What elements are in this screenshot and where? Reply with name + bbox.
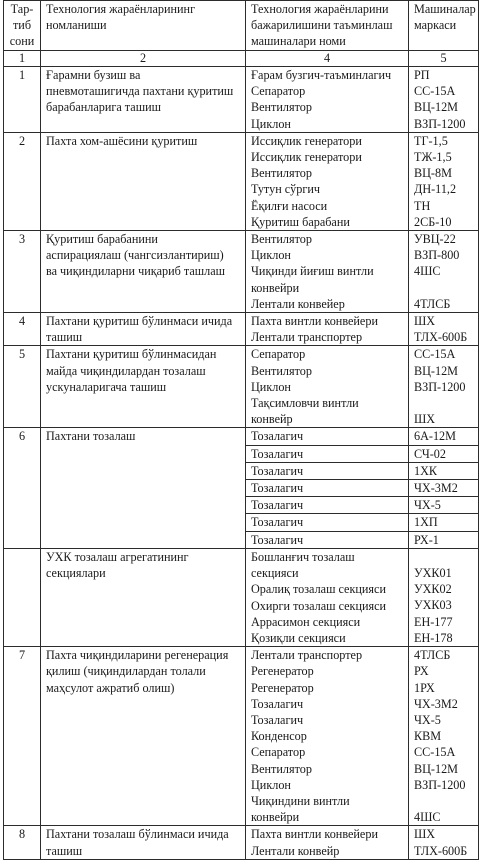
machine-name: Циклон	[251, 248, 291, 263]
header-col-brand-line: маркаси	[414, 18, 457, 33]
machine-brand: ЕН-178	[414, 630, 453, 645]
machine-brand: 2СБ-10	[414, 214, 452, 229]
machine-brand: 1ХК	[409, 462, 479, 479]
machine-brand: ТН	[414, 198, 431, 213]
header-col-process-line: Технология жараёнларининг	[46, 2, 196, 16]
machine-brand: РХ	[414, 664, 429, 679]
machine-name: Тозалагич	[246, 480, 409, 497]
machine-list	[246, 346, 409, 428]
header-col-machines-line: бажарилишини таъминлаш	[251, 18, 393, 33]
header-col-number	[4, 1, 41, 51]
process-description-line: Пахтани тозалаш	[46, 429, 136, 444]
machine-name: секцияси	[251, 566, 299, 581]
machine-brand: ВЗП-1200	[414, 777, 466, 792]
machine-name: Регенератор	[251, 664, 314, 679]
header-col-process	[41, 1, 246, 51]
header-col-number-line: Тар-	[10, 2, 34, 16]
machine-name: Иссиқлик генератори	[251, 150, 362, 165]
machine-brand: ВЗП-1200	[414, 379, 466, 394]
machine-name: Ғарам бузгич-таъминлагич	[251, 68, 392, 82]
process-description-line: қилиш (чиқиндилардан толали	[46, 664, 206, 679]
machine-name: Тозалагич	[251, 696, 304, 711]
table-row	[4, 132, 479, 230]
process-description	[41, 132, 246, 230]
column-number: 5	[409, 51, 479, 67]
machine-brand: ЧХ-3М2	[409, 480, 479, 497]
machine-brand: ТЛХ-600Б	[414, 330, 468, 345]
brand-list	[409, 132, 479, 230]
header-col-process-line: номланиши	[46, 18, 107, 33]
row-number: 6	[4, 428, 41, 548]
row-number: 1	[4, 67, 41, 133]
table-row	[4, 313, 479, 346]
row-number: 4	[4, 313, 41, 346]
process-description-line: УХК тозалаш агрегатининг	[46, 549, 189, 564]
machine-brand: ТЖ-1,5	[414, 150, 452, 165]
machine-name: Лентали конвейер	[251, 296, 345, 311]
brand-list	[409, 647, 479, 826]
machine-brand: РП	[414, 68, 430, 82]
machine-name: Тозалагич	[246, 497, 409, 514]
row-number: 2	[4, 132, 41, 230]
machine-brand	[414, 793, 478, 809]
row-number: 3	[4, 231, 41, 313]
column-number-row	[4, 51, 479, 67]
machine-name: Вентилятор	[251, 232, 312, 247]
machine-name: Сепаратор	[251, 347, 306, 362]
machine-name: конвейри	[251, 810, 300, 825]
machine-brand: УХК02	[414, 582, 452, 597]
machine-name: Иссиқлик генератори	[251, 133, 362, 148]
machine-name: Оралиқ тозалаш секцияси	[251, 582, 386, 597]
table-row	[4, 826, 479, 859]
process-description	[41, 826, 246, 859]
machine-name: Сепаратор	[251, 745, 306, 760]
machine-name: Ёқилғи насоси	[251, 198, 328, 213]
machine-brand: 4ТЛСБ	[414, 648, 451, 663]
process-description-line: Пахтани қуритиш бўлинмасидан	[46, 347, 217, 362]
machine-brand: 4ШС	[414, 810, 441, 825]
header-col-machines-line: Технология жараёнларини	[251, 2, 389, 16]
process-description	[41, 67, 246, 133]
header-row	[4, 1, 479, 51]
machine-name: Вентилятор	[251, 363, 312, 378]
process-description-line: Пахта хом-ашёсини қуритиш	[46, 133, 198, 148]
header-col-number-line: сони	[9, 34, 35, 49]
machine-brand: ШХ	[414, 412, 436, 427]
machine-brand: ВЦ-12М	[414, 100, 459, 115]
process-description-line: ускуналаригача ташиш	[46, 379, 167, 394]
machine-name: конвейр	[251, 412, 293, 427]
machine-brand: ДН-11,2	[414, 182, 457, 197]
table-row	[4, 428, 479, 445]
machine-name: Қозиқли секцияси	[251, 630, 346, 645]
row-number: 7	[4, 647, 41, 826]
machine-list	[246, 647, 409, 826]
machine-name: Аррасимон секцияси	[251, 614, 361, 629]
machine-brand: СС-15А	[414, 347, 456, 362]
machine-brand: ЧХ-5	[409, 497, 479, 514]
machine-name: Циклон	[251, 379, 291, 394]
machine-brand: ТГ-1,5	[414, 133, 448, 148]
machine-brand: ВЗП-1200	[414, 116, 466, 131]
process-description-line: майда чиқиндилардан тозалаш	[46, 363, 206, 378]
machine-brand	[414, 395, 478, 411]
machine-brand: ВЦ-12М	[414, 761, 459, 776]
machine-name: Вентилятор	[251, 166, 312, 181]
machine-name: Тозалагич	[246, 531, 409, 548]
machine-brand: ЧХ-5	[414, 712, 441, 727]
machine-brand: ТЛХ-600Б	[414, 843, 468, 858]
machine-list	[246, 132, 409, 230]
machine-brand: ШХ	[414, 827, 436, 842]
machine-name: Регенератор	[251, 680, 314, 695]
process-description-line: ва чиқиндиларни чиқариб ташлаш	[46, 264, 226, 279]
machine-name: Тутун сўргич	[251, 182, 321, 197]
brand-list	[409, 313, 479, 346]
machine-brand: УХК03	[414, 598, 452, 613]
table-row	[4, 231, 479, 313]
machine-brand: 4ШС	[414, 264, 441, 279]
machine-name: Тозалагич	[246, 428, 409, 445]
column-number: 1	[4, 51, 41, 67]
header-col-brand	[409, 1, 479, 51]
machine-name: Лентали транспортер	[251, 330, 363, 345]
process-description	[41, 548, 246, 646]
machine-list	[246, 67, 409, 133]
machine-brand	[414, 549, 478, 565]
machine-brand: КВМ	[414, 729, 442, 744]
process-description-line: маҳсулот ажратиб олиш)	[46, 680, 175, 695]
machine-name: Сепаратор	[251, 84, 306, 99]
process-description-line: барабанларига ташиш	[46, 100, 161, 115]
brand-list	[409, 548, 479, 646]
process-description	[41, 231, 246, 313]
process-description-line: Пахта чиқиндиларини регенерация	[46, 648, 229, 663]
machine-name: Конденсор	[251, 729, 307, 744]
brand-list	[409, 67, 479, 133]
machine-name: Вентилятор	[251, 100, 312, 115]
machine-name: Тозалагич	[246, 462, 409, 479]
machine-brand: РХ-1	[409, 531, 479, 548]
machine-brand: 6А-12М	[409, 428, 479, 445]
process-description	[41, 647, 246, 826]
machine-brand	[414, 280, 478, 296]
table-row	[4, 548, 479, 646]
brand-list	[409, 826, 479, 859]
machine-list	[246, 231, 409, 313]
header-col-number-line: тиб	[12, 18, 32, 33]
machine-name: Лентали конвейр	[251, 843, 340, 858]
process-description-line: Пахтани қуритиш бўлинмаси ичида	[46, 314, 233, 329]
table-row	[4, 67, 479, 133]
machine-name: Пахта винтли конвейери	[251, 314, 378, 329]
machine-name: Қуритиш барабани	[251, 214, 350, 229]
machine-name: Тозалагич	[246, 445, 409, 462]
machine-name: Тозалагич	[246, 514, 409, 531]
table-row	[4, 647, 479, 826]
machine-name: Бошланғич тозалаш	[251, 549, 355, 564]
machine-brand: ВЗП-800	[414, 248, 460, 263]
row-number: 8	[4, 826, 41, 859]
header-col-machines-line: машиналари номи	[251, 34, 346, 49]
column-number: 2	[41, 51, 246, 67]
machine-brand: 4ТЛСБ	[414, 296, 451, 311]
machine-list	[246, 313, 409, 346]
machine-brand: ВЦ-12М	[414, 363, 459, 378]
machine-name: Тақсимловчи винтли	[251, 396, 359, 411]
machine-brand: 1РХ	[414, 680, 435, 695]
machine-name: Охирги тозалаш секцияси	[251, 598, 387, 613]
machine-brand: СЧ-02	[409, 445, 479, 462]
machine-list	[246, 826, 409, 859]
machine-brand: СС-15А	[414, 745, 456, 760]
machine-list	[246, 548, 409, 646]
machine-name: Циклон	[251, 777, 291, 792]
machine-brand: ЕН-177	[414, 614, 453, 629]
process-description	[41, 428, 246, 548]
machine-name: конвейри	[251, 280, 300, 295]
machine-name: Пахта винтли конвейери	[251, 827, 378, 842]
machine-name: Тозалагич	[251, 712, 304, 727]
machines-table	[3, 0, 479, 860]
brand-list	[409, 346, 479, 428]
process-description-line: Қуритиш барабанини	[46, 232, 158, 247]
machine-brand: ВЦ-8М	[414, 166, 452, 181]
process-description-line: секциялари	[46, 566, 106, 581]
process-description	[41, 346, 246, 428]
machine-name: Чиқинди йиғиш винтли	[251, 264, 374, 279]
row-number: 5	[4, 346, 41, 428]
machine-brand: ШХ	[414, 314, 436, 329]
machine-name: Чиқиндини винтли	[251, 793, 350, 808]
process-description-line: аспирациялаш (чангсизлантириш)	[46, 248, 224, 263]
machine-brand: СС-15А	[414, 84, 456, 99]
table-row	[4, 346, 479, 428]
machine-brand: УВЦ-22	[414, 232, 456, 247]
header-col-brand-line: Машиналар	[414, 2, 476, 16]
process-description-line: ташиш	[46, 843, 83, 858]
header-col-machines	[246, 1, 409, 51]
process-description-line: пневмоташигичда пахтани қуритиш	[46, 84, 234, 99]
machine-name: Циклон	[251, 116, 291, 131]
brand-list	[409, 231, 479, 313]
process-description	[41, 313, 246, 346]
process-description-line: Ғарамни бузиш ва	[46, 68, 141, 82]
machine-name: Лентали транспортер	[251, 648, 363, 663]
machine-brand: УХК01	[414, 566, 452, 581]
process-description-line: ташиш	[46, 330, 83, 345]
machine-name: Вентилятор	[251, 761, 312, 776]
row-number	[4, 548, 41, 646]
process-description-line: Пахтани тозалаш бўлинмаси ичида	[46, 827, 229, 842]
machine-brand: 1ХП	[409, 514, 479, 531]
column-number: 4	[246, 51, 409, 67]
machine-brand: ЧХ-3М2	[414, 696, 458, 711]
